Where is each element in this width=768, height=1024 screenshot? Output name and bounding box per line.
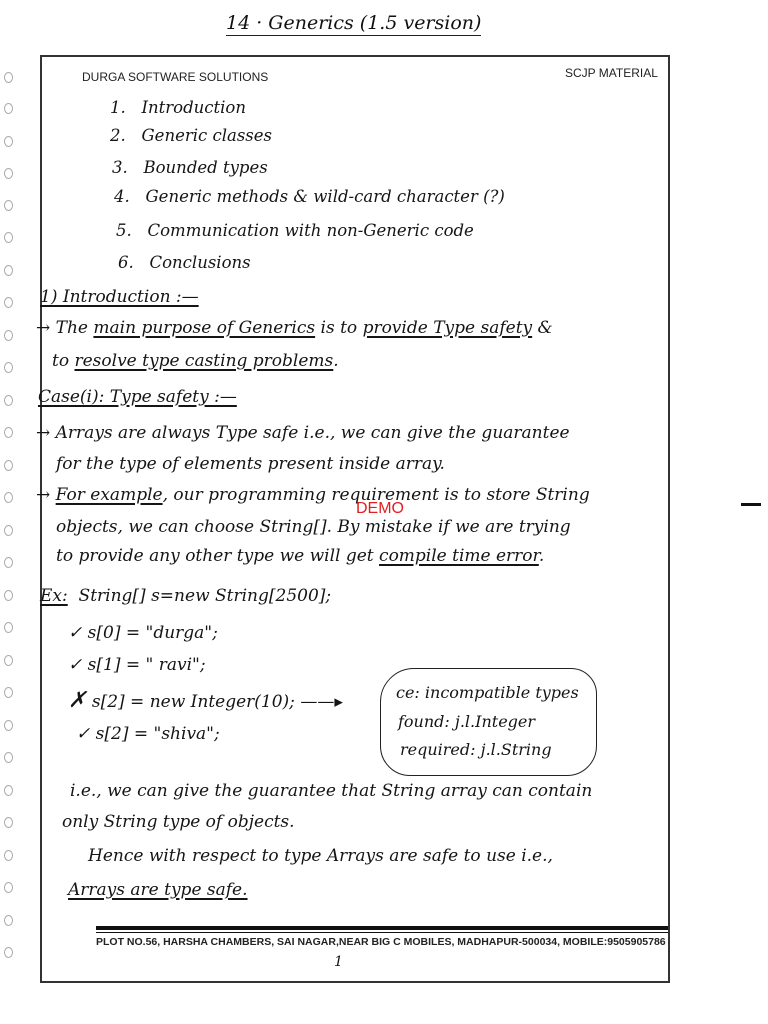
toc-item: 6. Conclusions — [118, 253, 251, 272]
case-para2-line1: → For example, our programming requirement is to store String — [36, 485, 590, 505]
footer-rule — [96, 926, 668, 930]
error-line-1: ce: incompatible types — [396, 683, 579, 702]
intro-line-2: to resolve type casting problems. — [52, 351, 339, 371]
toc-item: 5. Communication with non-Generic code — [116, 221, 474, 240]
case-para2-line2: objects, we can choose String[]. By mistake if we are trying — [56, 517, 571, 537]
example-line: ✓ s[0] = "durga"; — [68, 623, 218, 643]
case-para2-line3: to provide any other type we will get compile time error. — [56, 546, 545, 566]
example-line: ✓ s[2] = "shiva"; — [76, 724, 220, 744]
page-number: 1 — [334, 954, 343, 970]
section-heading-introduction: 1) Introduction :— — [40, 287, 199, 307]
conclusion-line-4: Arrays are type safe. — [68, 880, 248, 900]
case-para1-line2: for the type of elements present inside array. — [56, 454, 445, 474]
conclusion-line-3: Hence with respect to type Arrays are safe to use i.e., — [88, 846, 553, 866]
example-declaration: Ex: String[] s=new String[2500]; — [40, 586, 332, 606]
margin-mark — [741, 503, 761, 506]
header-left: DURGA SOFTWARE SOLUTIONS — [82, 70, 269, 84]
conclusion-line-2: only String type of objects. — [62, 812, 295, 832]
intro-line-1: → The main purpose of Generics is to provide Type safety & — [36, 318, 553, 338]
toc-item: 4. Generic methods & wild-card character (?) — [114, 187, 505, 206]
error-line-2: found: j.l.Integer — [398, 712, 536, 731]
example-line: ✓ s[1] = " ravi"; — [68, 655, 206, 675]
example-line: ✗ s[2] = new Integer(10); ——▸ — [68, 688, 343, 713]
footer-rule-thin — [96, 932, 668, 933]
toc-item: 3. Bounded types — [112, 158, 268, 177]
header-right: SCJP MATERIAL — [565, 66, 658, 80]
toc-item: 2. Generic classes — [110, 126, 273, 145]
conclusion-line-1: i.e., we can give the guarantee that String array can contain — [70, 781, 593, 801]
demo-watermark: DEMO — [356, 500, 404, 517]
error-line-3: required: j.l.String — [400, 740, 552, 759]
page-title: 14 · Generics (1.5 version) — [226, 12, 482, 34]
case-para1-line1: → Arrays are always Type safe i.e., we can give the guarantee — [36, 423, 570, 443]
footer-address: PLOT NO.56, HARSHA CHAMBERS, SAI NAGAR,NEAR BIG C MOBILES, MADHAPUR-500034, MOBILE:9505905786 — [96, 936, 666, 948]
case-heading-type-safety: Case(i): Type safety :— — [38, 387, 237, 407]
toc-item: 1. Introduction — [110, 98, 246, 117]
